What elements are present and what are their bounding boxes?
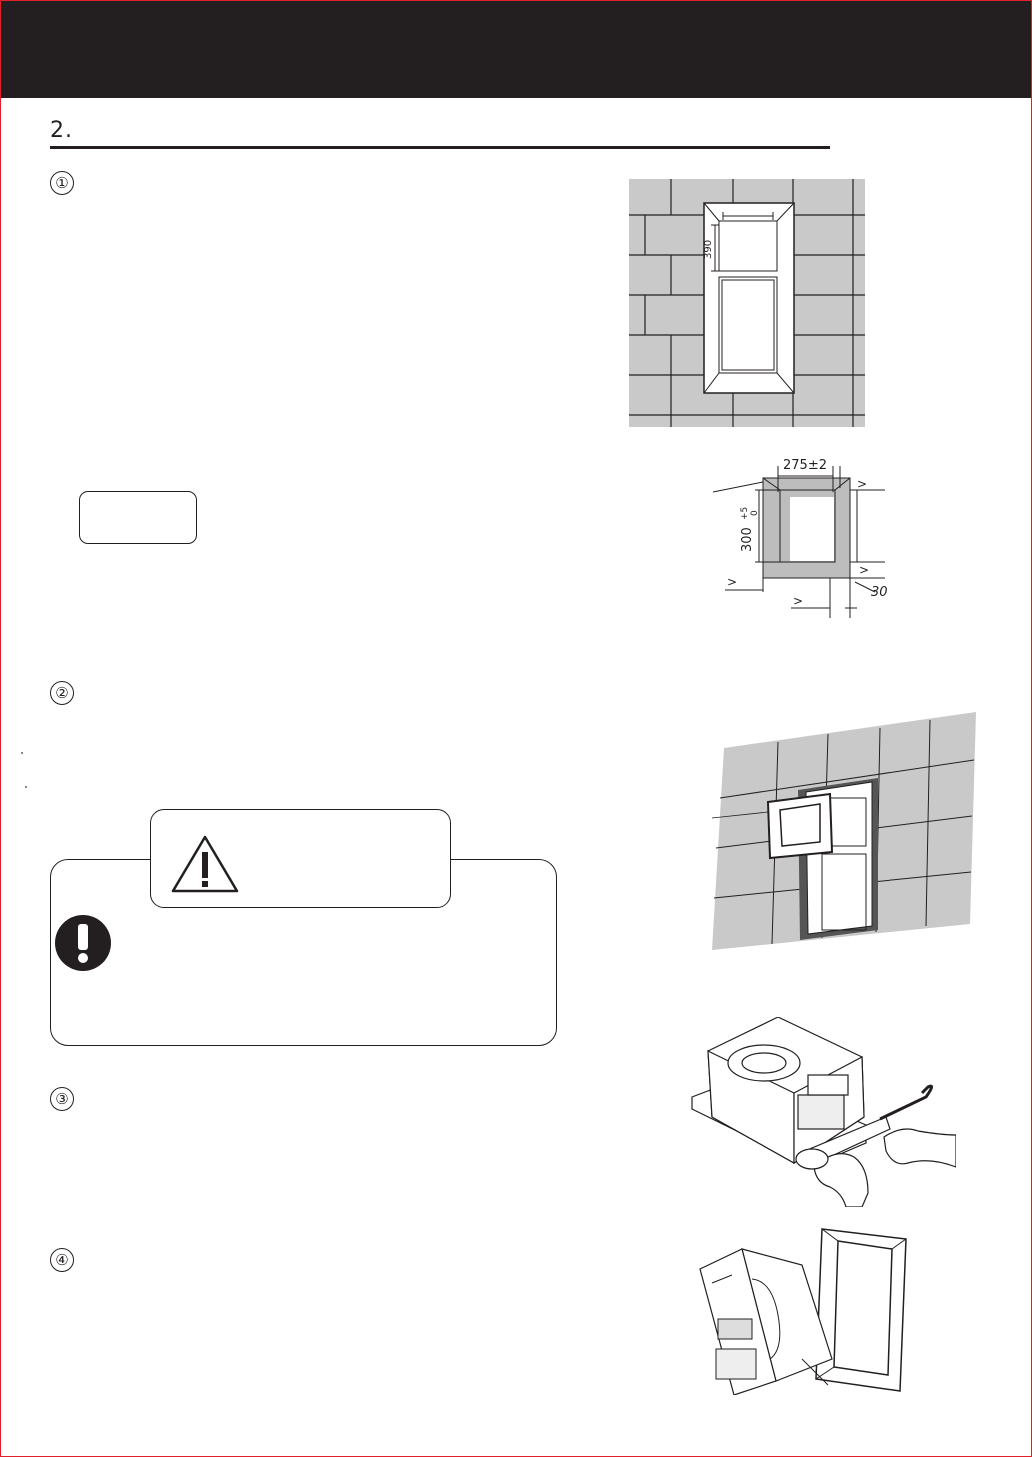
svg-text:>: > — [857, 477, 868, 491]
step-marker-1: ① — [50, 171, 74, 195]
margin-label: 30 — [871, 585, 888, 600]
stray-mark — [25, 786, 27, 788]
warning-triangle-icon — [170, 834, 240, 894]
opening-dimension-figure — [705, 452, 905, 620]
section-divider — [50, 146, 830, 149]
section-number: 2. — [50, 118, 73, 143]
svg-text:>: > — [727, 575, 738, 589]
opening-height-value: 300 — [740, 527, 755, 552]
frame-fitting-figure — [712, 712, 976, 950]
opening-height-label: 390 — [703, 239, 714, 259]
caution-header-tab — [150, 809, 451, 908]
sealing-figure — [690, 1017, 956, 1207]
height-tolerance-upper: +5 — [740, 506, 750, 520]
svg-text:>: > — [793, 594, 804, 608]
step-marker-4: ④ — [50, 1248, 74, 1272]
svg-text:>: > — [859, 563, 870, 577]
opening-width-label: 275±2 — [783, 458, 827, 473]
stray-mark — [21, 752, 23, 754]
page-header-band — [1, 1, 1031, 98]
height-tolerance-lower: 0 — [750, 510, 760, 516]
step-marker-2: ② — [50, 681, 74, 705]
step-marker-3: ③ — [50, 1087, 74, 1111]
exclamation-circle-icon — [54, 914, 112, 972]
note-label-box — [79, 491, 197, 544]
unit-insertion-figure — [692, 1219, 914, 1395]
wall-opening-figure — [629, 179, 865, 427]
